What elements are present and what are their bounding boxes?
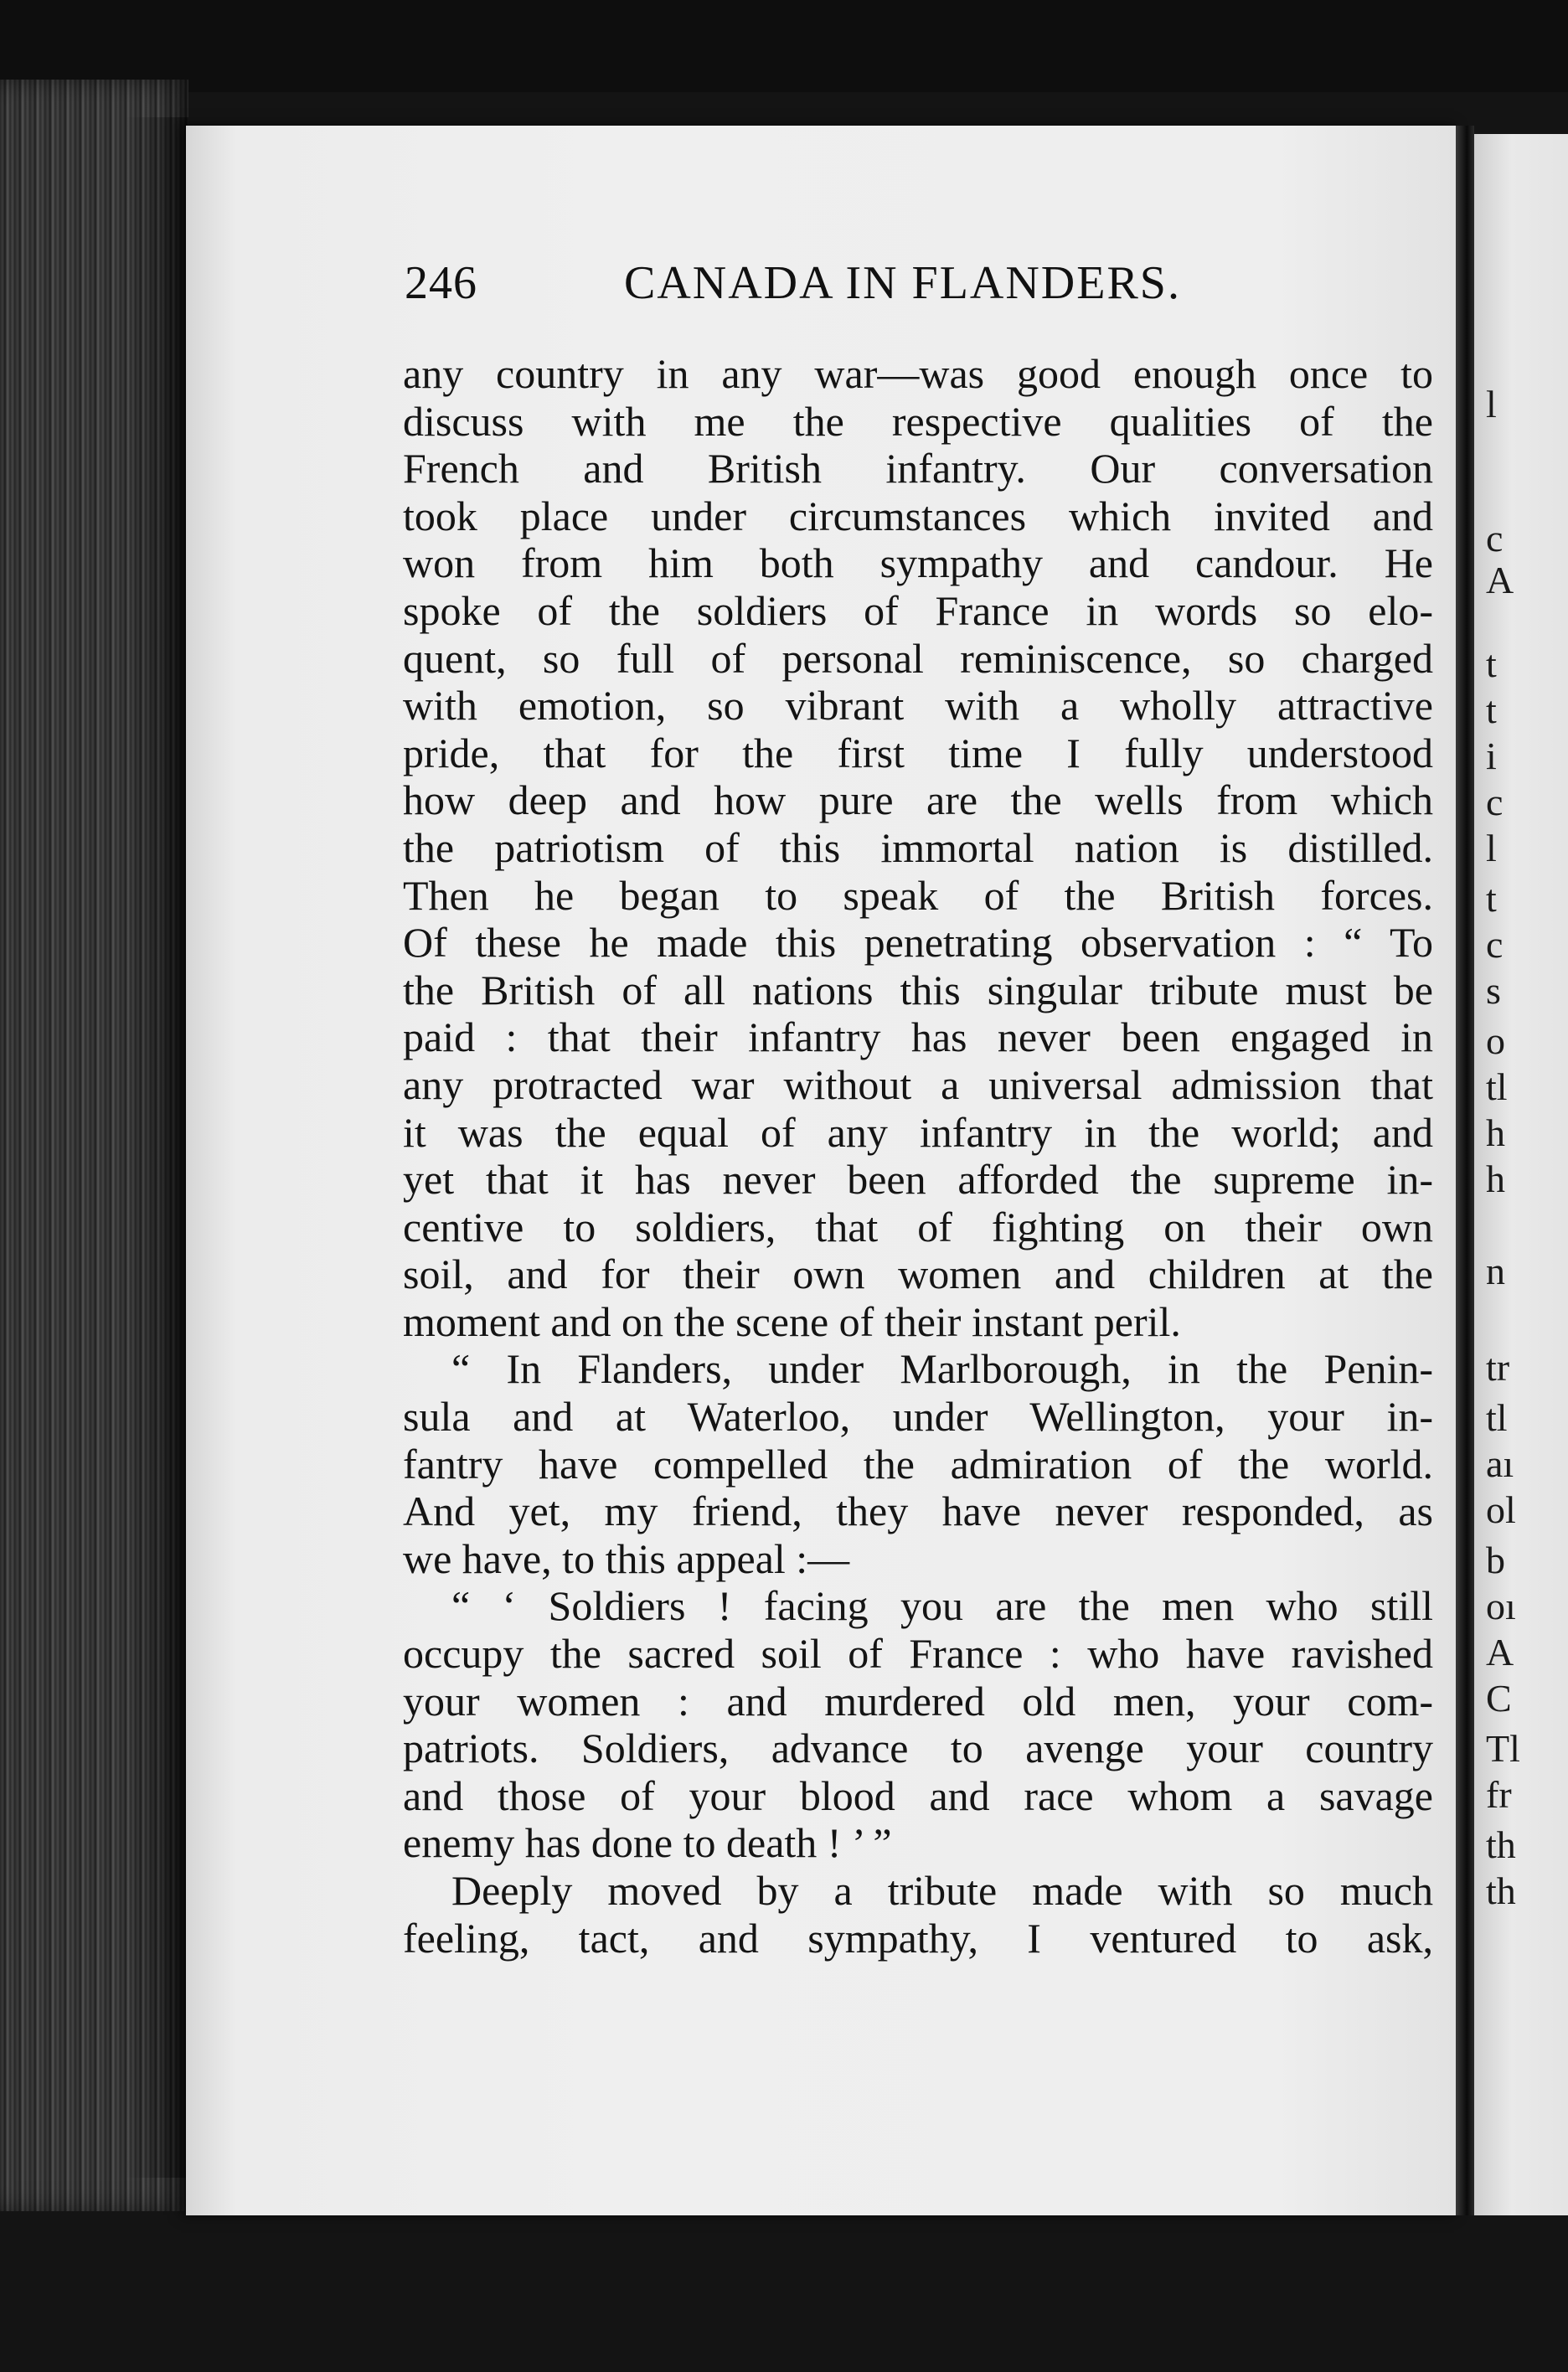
- running-head: [405, 256, 1435, 312]
- facing-page-fragment: th: [1486, 1869, 1516, 1912]
- text-line: spoke of the soldiers of France in words so elo-: [403, 586, 1433, 634]
- facing-page-fragment: ol: [1486, 1488, 1516, 1531]
- facing-page-fragment: t: [1486, 877, 1497, 920]
- text-line: the British of all nations this singular tribute must be: [403, 966, 1433, 1013]
- facing-page-fragment: Tl: [1486, 1727, 1520, 1770]
- facing-page-text: [1474, 134, 1568, 2215]
- facing-page-fragment: t: [1486, 688, 1497, 731]
- facing-page-fragment: A: [1486, 559, 1514, 601]
- text-line: won from him both sympathy and candour. He: [403, 539, 1433, 587]
- facing-page-fragment: o: [1486, 1019, 1505, 1062]
- text-line: any country in any war—was good enough once to: [403, 350, 1433, 397]
- facing-page-fragment: C: [1486, 1677, 1512, 1720]
- facing-page-fragment: l: [1486, 827, 1497, 869]
- text-line: it was the equal of any infantry in the world; and: [403, 1108, 1433, 1156]
- text-line: fantry have compelled the admiration of the world.: [403, 1440, 1433, 1488]
- text-line: sula and at Waterloo, under Wellington, your in-: [403, 1393, 1433, 1441]
- text-line: feeling, tact, and sympathy, I ventured to ask,: [403, 1914, 1433, 1962]
- body-text: [403, 350, 1433, 1962]
- facing-page-fragment: t: [1486, 642, 1497, 685]
- text-line: paid : that their infantry has never been engaged in: [403, 1013, 1433, 1061]
- text-line: enemy has done to death ! ’ ”: [403, 1819, 892, 1867]
- facing-page-fragment: n: [1486, 1250, 1505, 1292]
- text-line: soil, and for their own women and children at the: [403, 1250, 1433, 1298]
- text-line: patriots. Soldiers, advance to avenge your country: [403, 1725, 1433, 1772]
- text-line: yet that it has never been afforded the supreme in-: [403, 1156, 1433, 1204]
- facing-page-fragment: c: [1486, 923, 1504, 966]
- text-line: your women : and murdered old men, your com-: [403, 1677, 1433, 1725]
- page-gutter: [1456, 126, 1474, 2215]
- facing-page-fragment: fr: [1486, 1773, 1512, 1816]
- text-line: Then he began to speak of the British forces.: [403, 871, 1433, 919]
- facing-page-fragment: th: [1486, 1823, 1516, 1866]
- facing-page-fragment: b: [1486, 1539, 1505, 1581]
- text-line: Deeply moved by a tribute made with so much: [451, 1867, 1433, 1914]
- running-title: CANADA IN FLANDERS.: [624, 257, 1181, 309]
- facing-page-fragment: tl: [1486, 1065, 1508, 1108]
- text-line: discuss with me the respective qualities of the: [403, 397, 1433, 445]
- text-line: any protracted war without a universal admission that: [403, 1060, 1433, 1108]
- text-line: Of these he made this penetrating observation : “ To: [403, 919, 1433, 967]
- text-line: “ In Flanders, under Marlborough, in the Penin-: [451, 1345, 1433, 1393]
- facing-page-fragment: A: [1486, 1631, 1514, 1673]
- facing-page-fragment: tl: [1486, 1396, 1508, 1439]
- text-line: the patriotism of this immortal nation is distilled.: [403, 823, 1433, 871]
- text-line: with emotion, so vibrant with a wholly attractive: [403, 682, 1433, 730]
- facing-page-fragment: aı: [1486, 1442, 1514, 1485]
- text-line: how deep and how pure are the wells from which: [403, 776, 1433, 824]
- text-line: “ ‘ Soldiers ! facing you are the men who still: [451, 1582, 1433, 1630]
- facing-page-fragment: h: [1486, 1111, 1505, 1154]
- text-line: centive to soldiers, that of fighting on their own: [403, 1203, 1433, 1250]
- facing-page-fragment: c: [1486, 781, 1504, 823]
- text-line: quent, so full of personal reminiscence, so charged: [403, 634, 1433, 682]
- text-line: And yet, my friend, they have never responded, as: [403, 1488, 1433, 1535]
- facing-page-fragment: oı: [1486, 1585, 1516, 1627]
- text-line: we have, to this appeal :—: [403, 1534, 850, 1582]
- facing-page-fragment: c: [1486, 517, 1504, 559]
- facing-page-fragment: s: [1486, 969, 1501, 1012]
- facing-page-fragment: h: [1486, 1158, 1505, 1200]
- text-line: and those of your blood and race whom a savage: [403, 1771, 1433, 1819]
- text-line: moment and on the scene of their instant peril.: [403, 1297, 1181, 1345]
- spine-shadow: [126, 117, 188, 2178]
- page-number: 246: [405, 257, 477, 309]
- dark-background: [0, 0, 1568, 92]
- facing-page-fragment: l: [1486, 383, 1497, 425]
- text-line: took place under circumstances which invited and: [403, 492, 1433, 539]
- text-line: pride, that for the first time I fully understood: [403, 729, 1433, 776]
- text-line: French and British infantry. Our conversation: [403, 445, 1433, 492]
- facing-page-fragment: i: [1486, 735, 1497, 777]
- facing-page-fragment: tr: [1486, 1346, 1510, 1389]
- facing-page: [1474, 134, 1568, 2215]
- text-line: occupy the sacred soil of France : who have ravished: [403, 1630, 1433, 1678]
